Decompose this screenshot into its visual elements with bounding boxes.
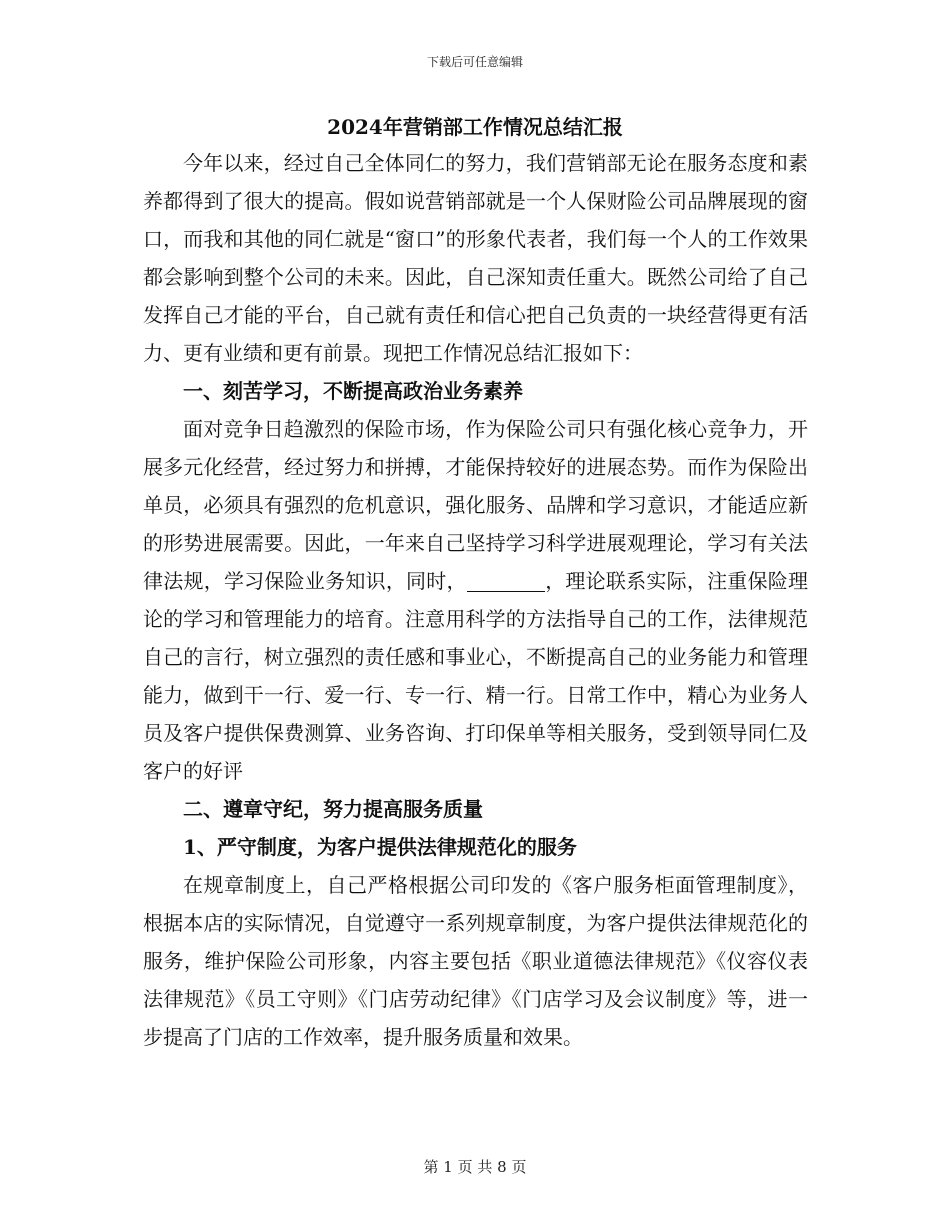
page-header-note: 下载后可任意编辑 bbox=[426, 55, 523, 69]
section-2-paragraph: 在规章制度上，自己严格根据公司印发的《客户服务柜面管理制度》，根据本店的实际情况，自觉遵守一系列规章制度，为客户提供法律规范化的服务，维护保险公司形象，内容主要包括《职业道德法律规范》《仪容仪表法律规范》《员工守则》《门店劳动纪律》《门店学习及会议制度》等，进一步提高了门店的工作效率，提升服务质量和效果。 bbox=[143, 873, 808, 1049]
section-1-paragraph bbox=[143, 410, 808, 790]
section-1-text-after-blank: ，理论联系实际，注重保险理论的学习和管理能力的培育。注意用科学的方法指导自己的工作，法律规范自己的言行，树立强烈的责任感和事业心，不断提高自己的业务能力和管理能力，做到干一行、爱一行、专一行、精一行。日常工作中，精心为业务人员及客户提供保费测算、业务咨询、打印保单等相关服务，受到领导同仁及客户的好评 bbox=[143, 569, 809, 783]
fill-in-blank bbox=[467, 571, 545, 592]
document-body bbox=[143, 144, 808, 1056]
page-number: 第 1 页 共 8 页 bbox=[423, 1158, 527, 1176]
section-2-heading: 二、遵章守纪，努力提高服务质量 bbox=[183, 797, 483, 821]
section-2-subheading: 1、严守制度，为客户提供法律规范化的服务 bbox=[183, 835, 577, 859]
section-1-heading: 一、刻苦学习，不断提高政治业务素养 bbox=[183, 379, 523, 403]
document-title: 2024年营销部工作情况总结汇报 bbox=[327, 115, 623, 139]
intro-paragraph: 今年以来，经过自己全体同仁的努力，我们营销部无论在服务态度和素养都得到了很大的提高。假如说营销部就是一个人保财险公司品牌展现的窗口，而我和其他的同仁就是“窗口”的形象代表者，我们每一个人的工作效果都会影响到整个公司的未来。因此，自己深知责任重大。既然公司给了自己发挥自己才能的平台，自己就有责任和信心把自己负责的一块经营得更有活力、更有业绩和更有前景。现把工作情况总结汇报如下： bbox=[143, 151, 808, 365]
section-1-text-before-blank: 面对竞争日趋激烈的保险市场，作为保险公司只有强化核心竞争力，开展多元化经营，经过努力和拼搏，才能保持较好的进展态势。而作为保险出单员，必须具有强烈的危机意识，强化服务、品牌和学习意识，才能适应新的形势进展需要。因此，一年来自己坚持学习科学进展观理论，学习有关法律法规，学习保险业务知识，同时， bbox=[143, 417, 808, 593]
